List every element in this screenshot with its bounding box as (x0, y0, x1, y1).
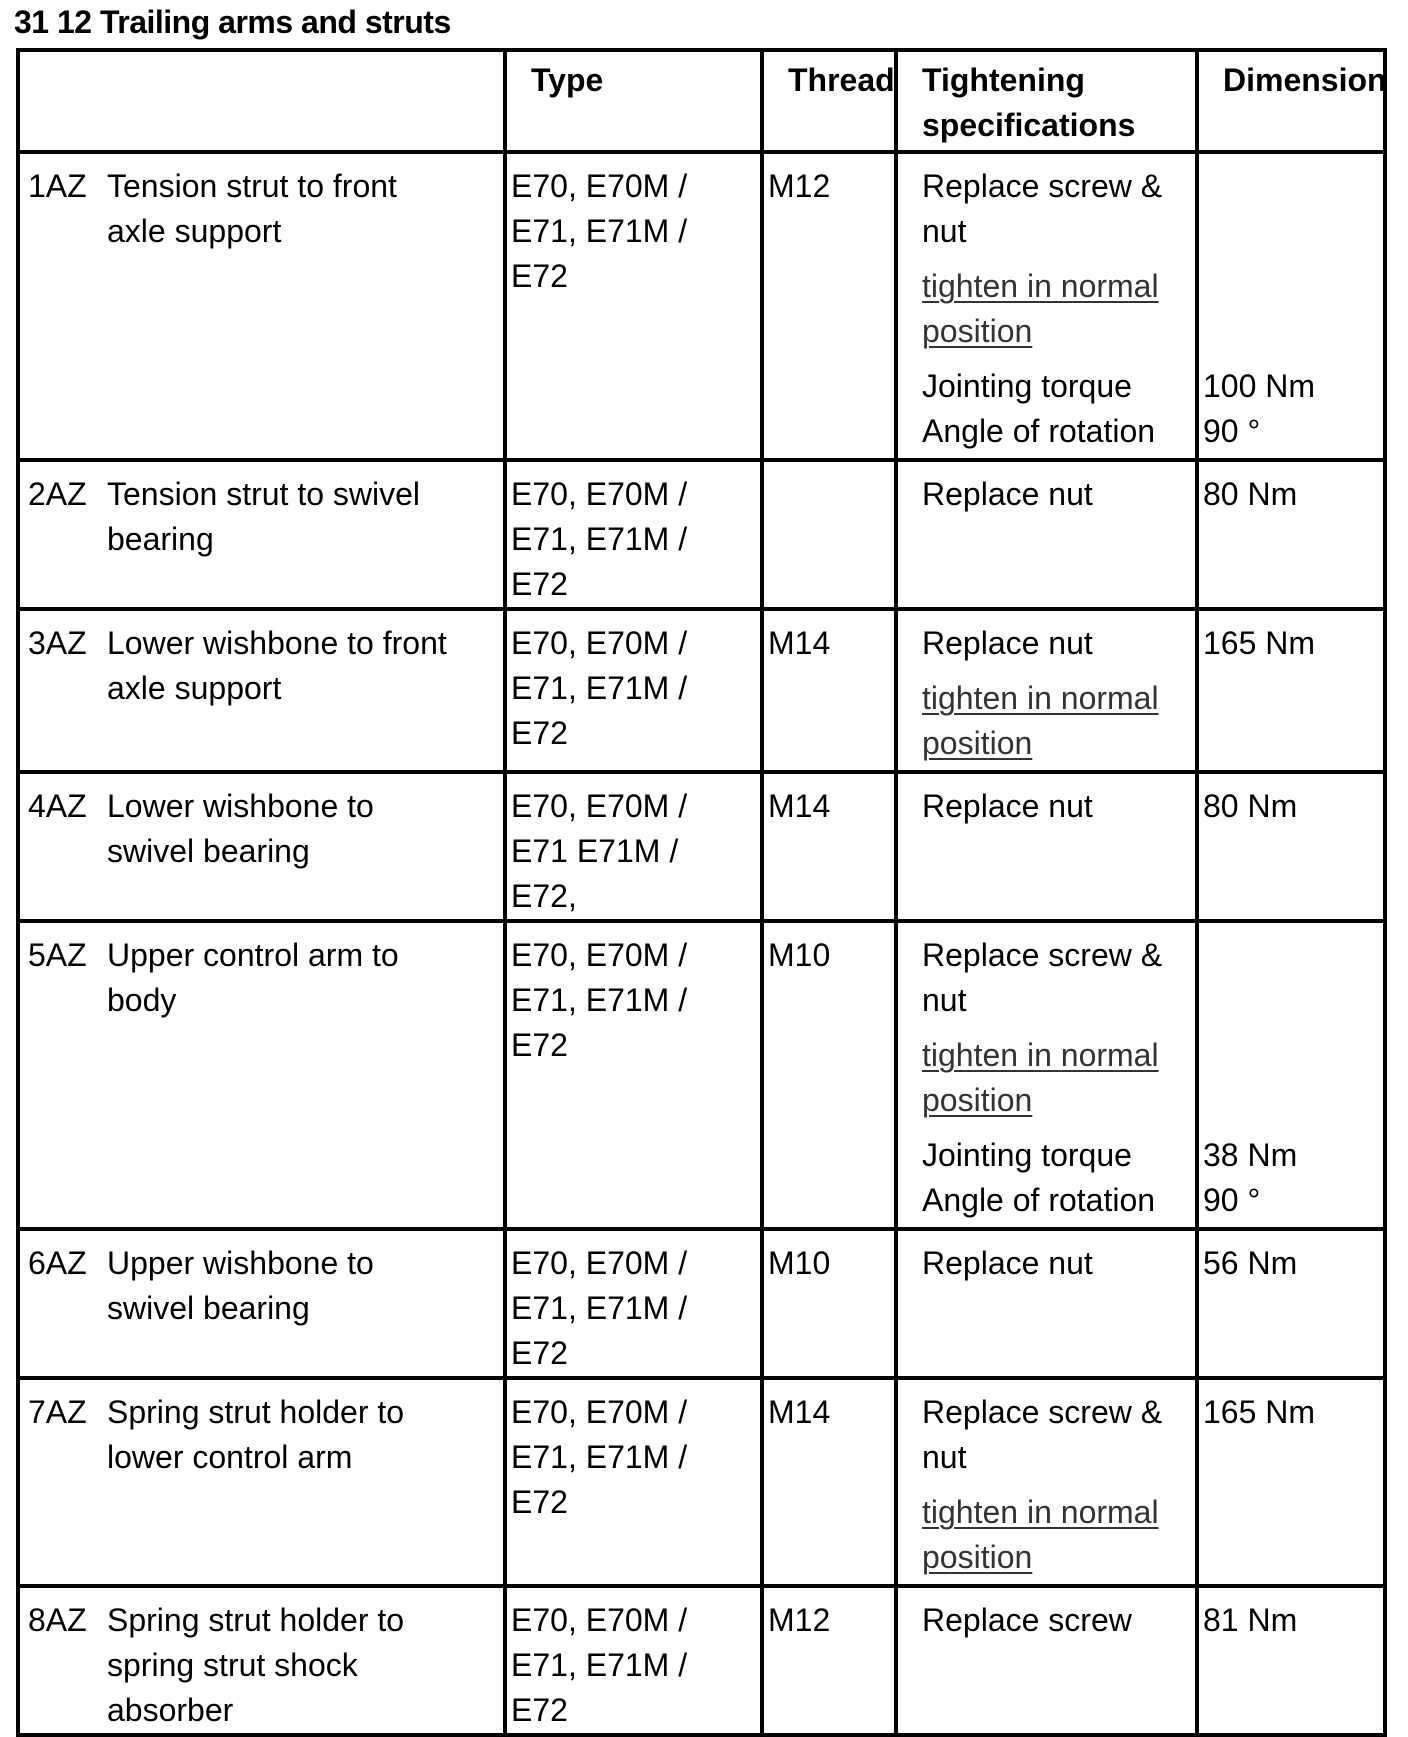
spec-cell (896, 1378, 1197, 1586)
spec-cell (896, 609, 1197, 772)
spec-line: Replace nut (922, 788, 1093, 824)
item-description-line: spring strut shock (107, 1647, 358, 1683)
item-cell (18, 772, 505, 921)
item-number: 5AZ (28, 937, 87, 973)
dimension-value: 81 Nm (1203, 1602, 1298, 1638)
thread-cell (762, 772, 896, 921)
thread-cell (762, 1229, 896, 1378)
type-cell (505, 1378, 762, 1586)
dimension-value: 38 Nm (1203, 1137, 1298, 1173)
spec-line: Replace screw & (922, 1394, 1163, 1430)
dimension-value: 80 Nm (1203, 476, 1298, 512)
type-line: E71, E71M / (511, 1647, 688, 1683)
page-title: 31 12 Trailing arms and struts (14, 4, 451, 40)
spec-line: nut (922, 1439, 967, 1475)
type-line: E70, E70M / (511, 476, 688, 512)
type-line: E72 (511, 258, 568, 294)
dimension-value: 165 Nm (1203, 625, 1316, 661)
type-line: E70, E70M / (511, 937, 688, 973)
spec-cell (896, 1229, 1197, 1378)
type-line: E72 (511, 1692, 568, 1728)
item-number: 6AZ (28, 1245, 87, 1281)
item-cell (18, 921, 505, 1229)
thread-value: M10 (768, 1245, 831, 1281)
thread-cell (762, 1586, 896, 1735)
item-number: 8AZ (28, 1602, 87, 1638)
spec-cell (896, 152, 1197, 460)
thread-value (768, 472, 890, 517)
type-cell (505, 460, 762, 609)
spec-line: Replace nut (922, 1245, 1093, 1281)
dimension-cell (1197, 921, 1385, 1229)
dimension-cell (1197, 772, 1385, 921)
type-line: E71 E71M / (511, 833, 679, 869)
thread-cell (762, 609, 896, 772)
header-dimension-label: Dimension (1223, 62, 1387, 98)
type-line: E72 (511, 1027, 568, 1063)
dimension-cell (1197, 1229, 1385, 1378)
thread-cell (762, 152, 896, 460)
header-thread-label: Thread (788, 62, 895, 98)
type-line: E72 (511, 1484, 568, 1520)
item-description-line: swivel bearing (107, 1290, 310, 1326)
thread-value: M12 (768, 168, 831, 204)
type-line: E72 (511, 715, 568, 751)
spec-line: Replace screw & (922, 937, 1163, 973)
table-row (18, 460, 1385, 609)
type-line: E70, E70M / (511, 1394, 688, 1430)
spec-cell (896, 921, 1197, 1229)
item-cell (18, 460, 505, 609)
item-description-line: Tension strut to front (107, 168, 397, 204)
type-cell (505, 152, 762, 460)
dimension-value (1203, 676, 1379, 721)
spec-cell (896, 1586, 1197, 1735)
dimension-value: 80 Nm (1203, 788, 1298, 824)
thread-value: M10 (768, 937, 831, 973)
dimension-cell (1197, 609, 1385, 772)
dimension-cell (1197, 1378, 1385, 1586)
type-line: E72 (511, 1335, 568, 1371)
item-description-line: Upper wishbone to (107, 1245, 374, 1281)
type-cell (505, 1586, 762, 1735)
dimension-value (1203, 264, 1379, 309)
spec-line: Jointing torque (922, 1137, 1132, 1173)
item-number: 4AZ (28, 788, 87, 824)
type-line: E70, E70M / (511, 168, 688, 204)
header-type (505, 50, 762, 152)
type-line: E71, E71M / (511, 521, 688, 557)
header-type-label: Type (531, 62, 604, 98)
type-line: E71, E71M / (511, 982, 688, 1018)
dimension-value: 90 ° (1203, 413, 1261, 449)
item-description-line: Lower wishbone to front (107, 625, 447, 661)
spec-line: Angle of rotation (922, 413, 1156, 449)
dimension-value: 165 Nm (1203, 1394, 1316, 1430)
tighten-normal-position-link[interactable]: tighten in normal (922, 1037, 1159, 1073)
spec-cell (896, 772, 1197, 921)
spec-line: Jointing torque (922, 368, 1132, 404)
type-line: E70, E70M / (511, 1245, 688, 1281)
spec-table (16, 48, 1387, 1737)
table-row (18, 921, 1385, 1229)
dimension-value: 56 Nm (1203, 1245, 1298, 1281)
item-cell (18, 1378, 505, 1586)
header-dimension (1197, 50, 1385, 152)
type-line: E70, E70M / (511, 625, 688, 661)
header-spec (896, 50, 1197, 152)
dimension-value (1203, 721, 1379, 766)
dimension-value (1203, 1490, 1379, 1535)
table-row (18, 152, 1385, 460)
table-row (18, 609, 1385, 772)
header-blank (18, 50, 505, 152)
item-number: 3AZ (28, 625, 87, 661)
item-cell (18, 1229, 505, 1378)
item-cell (18, 609, 505, 772)
item-description-line: body (107, 982, 177, 1018)
spec-line: Replace nut (922, 625, 1093, 661)
dimension-value: 100 Nm (1203, 368, 1316, 404)
dimension-value (1203, 1033, 1379, 1078)
item-description-line: axle support (107, 213, 282, 249)
item-description-line: absorber (107, 1692, 234, 1728)
dimension-cell (1197, 152, 1385, 460)
tighten-normal-position-link[interactable]: position (922, 313, 1033, 349)
item-number: 1AZ (28, 168, 87, 204)
thread-value: M14 (768, 1394, 831, 1430)
thread-cell (762, 921, 896, 1229)
thread-cell (762, 460, 896, 609)
item-description-line: lower control arm (107, 1439, 353, 1475)
type-line: E72 (511, 566, 568, 602)
item-description-line: axle support (107, 670, 282, 706)
dimension-value (1203, 933, 1379, 978)
type-line: E70, E70M / (511, 1602, 688, 1638)
thread-value: M12 (768, 1602, 831, 1638)
dimension-value (1203, 1435, 1379, 1480)
spec-line: Angle of rotation (922, 1182, 1156, 1218)
dimension-value: 90 ° (1203, 1182, 1261, 1218)
type-line: E71, E71M / (511, 1290, 688, 1326)
header-spec-line1: Tightening (922, 62, 1085, 98)
dimension-value (1203, 1535, 1379, 1580)
spec-line: Replace screw & (922, 168, 1163, 204)
type-line: E71, E71M / (511, 670, 688, 706)
tighten-normal-position-link[interactable]: position (922, 1539, 1033, 1575)
type-line: E70, E70M / (511, 788, 688, 824)
dimension-cell (1197, 1586, 1385, 1735)
item-number: 7AZ (28, 1394, 87, 1430)
spec-cell (896, 460, 1197, 609)
type-line: E71, E71M / (511, 1439, 688, 1475)
item-description-line: Lower wishbone to (107, 788, 374, 824)
tighten-normal-position-link[interactable]: tighten in normal (922, 680, 1159, 716)
spec-line: Replace nut (922, 476, 1093, 512)
thread-cell (762, 1378, 896, 1586)
dimension-value (1203, 309, 1379, 354)
item-cell (18, 152, 505, 460)
dimension-value (1203, 978, 1379, 1023)
header-thread (762, 50, 896, 152)
table-body (18, 152, 1385, 1735)
item-description-line: Spring strut holder to (107, 1602, 405, 1638)
dimension-value (1203, 1078, 1379, 1123)
table-row (18, 1378, 1385, 1586)
spec-line: Replace screw (922, 1602, 1132, 1638)
type-line: E72, (511, 878, 577, 914)
item-number: 2AZ (28, 476, 87, 512)
item-description-line: Spring strut holder to (107, 1394, 405, 1430)
tighten-normal-position-link[interactable]: tighten in normal (922, 1494, 1159, 1530)
table-row (18, 1586, 1385, 1735)
dimension-value (1203, 164, 1379, 209)
header-row (18, 50, 1385, 152)
tighten-normal-position-link[interactable]: tighten in normal (922, 268, 1159, 304)
table-row (18, 1229, 1385, 1378)
item-description-line: swivel bearing (107, 833, 310, 869)
type-cell (505, 1229, 762, 1378)
type-cell (505, 609, 762, 772)
item-description-line: Tension strut to swivel (107, 476, 421, 512)
item-description-line: bearing (107, 521, 214, 557)
thread-value: M14 (768, 788, 831, 824)
header-spec-line2: specifications (922, 107, 1136, 143)
tighten-normal-position-link[interactable]: position (922, 1082, 1033, 1118)
item-description-line: Upper control arm to (107, 937, 399, 973)
dimension-value (1203, 209, 1379, 254)
type-cell (505, 921, 762, 1229)
type-line: E71, E71M / (511, 213, 688, 249)
dimension-cell (1197, 460, 1385, 609)
item-cell (18, 1586, 505, 1735)
tighten-normal-position-link[interactable]: position (922, 725, 1033, 761)
table-row (18, 772, 1385, 921)
thread-value: M14 (768, 625, 831, 661)
spec-line: nut (922, 213, 967, 249)
spec-line: nut (922, 982, 967, 1018)
type-cell (505, 772, 762, 921)
